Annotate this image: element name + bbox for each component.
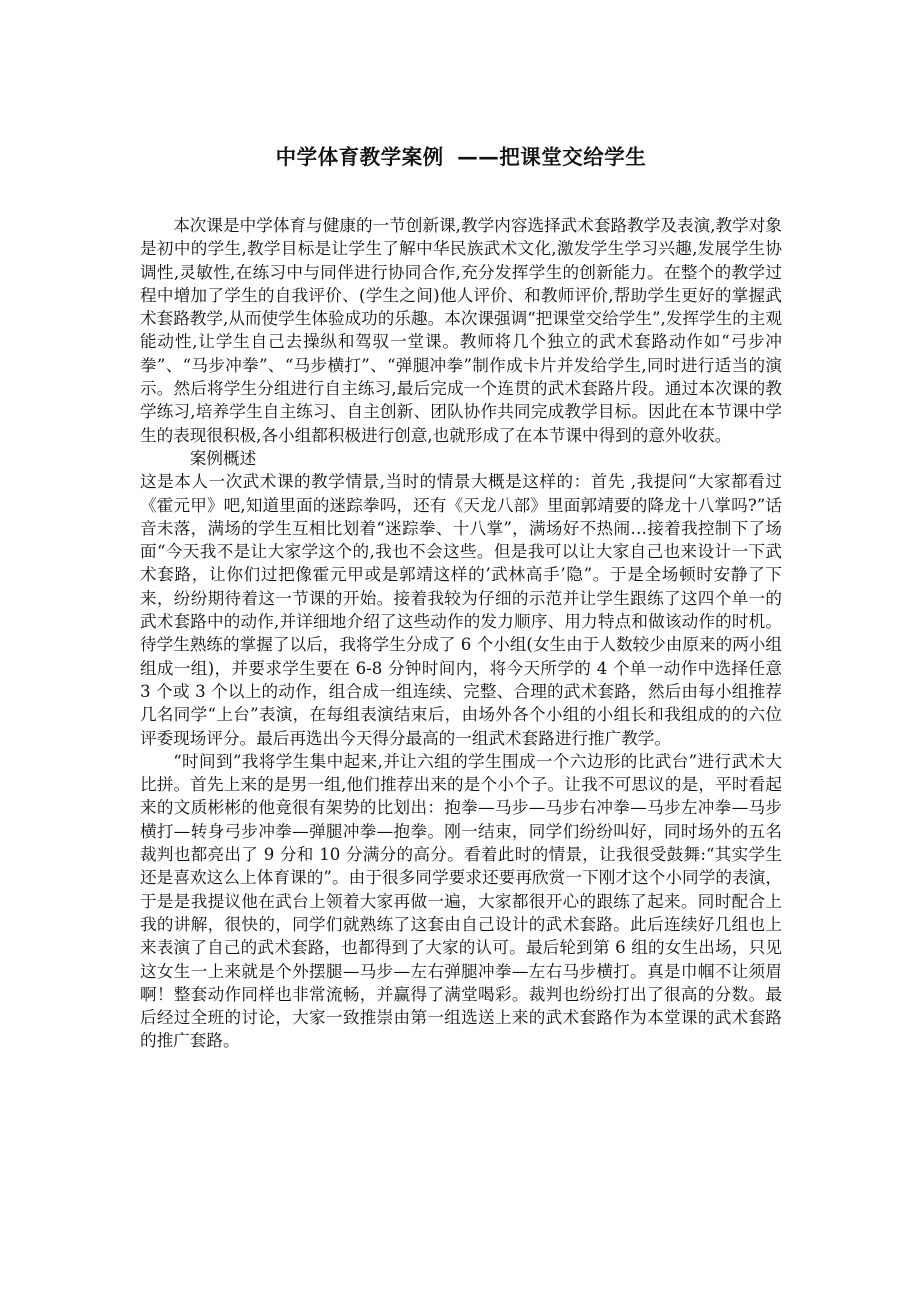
section-heading: 案例概述 — [189, 448, 257, 468]
intro-paragraph: 本次课是中学体育与健康的一节创新课,教学内容选择武术套路教学及表演,教学对象是初中的学生,教学目标是让学生了解中华民族武术文化,激发学生学习兴趣,发展学生协调性,灵敏性,在练习中与同伴进行协同合作,充分发挥学生的创新能力。在整个的教学过程中增加了学生的自我评价、(学生之间)他人评价、和教师评价,帮助学生更好的掌握武术套路教学,从而使学生体验成功的乐趣。本次课强调“把课堂交给学生”,发挥学生的主观能动性,让学生自己去操纵和驾驭一堂课。教师将几个独立的武术套路动作如“弓步冲拳”、“马步冲拳”、“马步横打”、“弹腿冲拳”制作成卡片并发给学生,同时进行适当的演示。然后将学生分组进行自主练习,最后完成一个连贯的武术套路片段。通过本次课的教学练习,培养学生自主练习、自主创新、团队协作共同完成教学目标。因此在本节课中学生的表现很积极,各小组都积极进行创意,也就形成了在本节课中得到的意外收获。 — [140, 216, 782, 445]
document-title: 中学体育教学案例 ——把课堂交给学生 — [275, 145, 647, 169]
case-paragraph: 这是本人一次武术课的教学情景,当时的情景大概是这样的：首先 ,我提问“大家都看过《霍元甲》吧,知道里面的迷踪拳吗，还有《天龙八部》里面郭靖要的降龙十八掌吗?”话音未落，满场的学生互相比划着“迷踪拳、十八掌”，满场好不热闹…接着我控制下了场面“今天我不是让大家学这个的,我也不会这些。但是我可以让大家自己也来设计一下武术套路，让你们过把像霍元甲或是郭靖这样的’武林高手’隐”。于是全场顿时安静了下来，纷纷期待着这一节课的开始。接着我较为仔细的示范并让学生跟练了这四个单一的武术套路中的动作,并详细地介绍了这些动作的发力顺序、用力特点和做该动作的时机。待学生熟练的掌握了以后，我将学生分成了 6 个小组(女生由于人数较少由原来的两小组组成一组)，并要求学生要在 6-8 分钟时间内，将今天所学的 4 个单一动作中选择任意 3 个或 3 个以上的动作，组合成一组连续、完整、合理的武术套路，然后由每小组推荐几名同学“上台”表演，在每组表演结束后，由场外各个小组的小组长和我组成的的六位评委现场评分。最后再选出今天得分最高的一组武术套路进行推广教学。 — [140, 472, 782, 748]
document-page — [140, 140, 782, 1053]
competition-paragraph: “时间到”我将学生集中起来,并让六组的学生围成一个六边形的比武台”进行武术大比拼。首先上来的是男一组,他们推荐出来的是个小个子。让我不可思议的是，平时看起来的文质彬彬的他竟很有架势的比划出：抱拳—马步—马步右冲拳—马步左冲拳—马步横打—转身弓步冲拳—弹腿冲拳—抱拳。刚一结束，同学们纷纷叫好，同时场外的五名裁判也都亮出了 9 分和 10 分满分的高分。看着此时的情景，让我很受鼓舞:“其实学生还是喜欢这么上体育课的”。由于很多同学要求还要再欣赏一下刚才这个小同学的表演，于是是我提议他在武台上领着大家再做一遍，大家都很开心的跟练了起来。同时配合上我的讲解，很快的，同学们就熟练了这套由自己设计的武术套路。此后连续好几组也上来表演了自己的武术套路，也都得到了大家的认可。最后轮到第 6 组的女生出场，只见这女生一上来就是个外摆腿—马步—左右弹腿冲拳—左右马步横打。真是巾帼不让须眉啊！整套动作同样也非常流畅，并赢得了满堂喝彩。裁判也纷纷打出了很高的分数。最后经过全班的讨论，大家一致推崇由第一组选送上来的武术套路作为本堂课的武术套路的推广套路。 — [140, 751, 782, 1051]
